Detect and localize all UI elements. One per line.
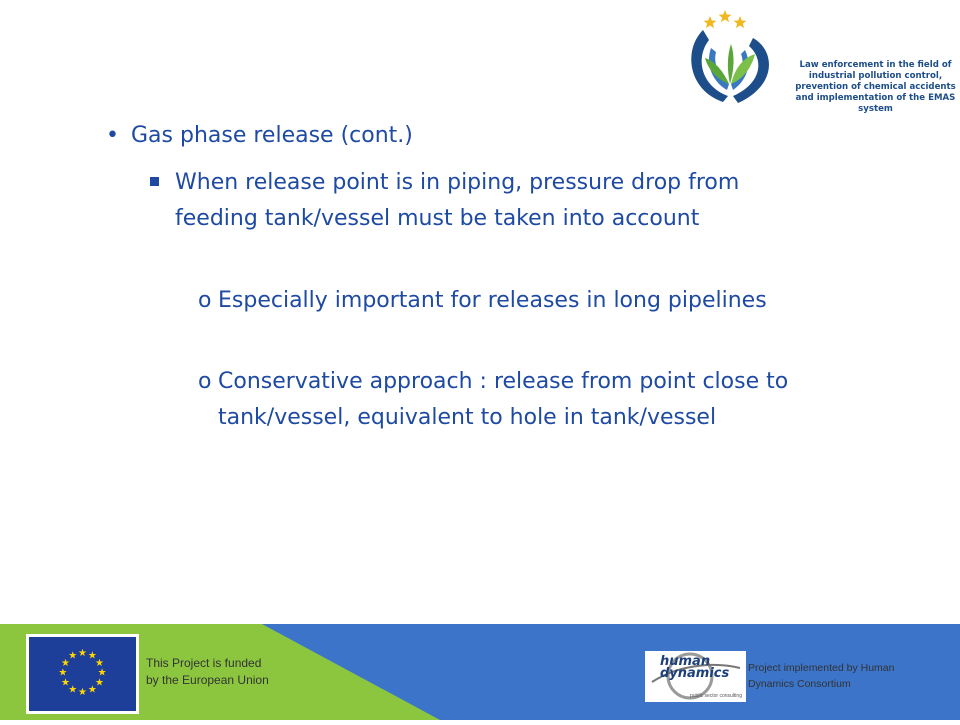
- hd-logo-word: dynamics: [660, 666, 730, 681]
- logo-caption-line: prevention of chemical accidents: [795, 82, 956, 92]
- logo-caption-line: industrial pollution control,: [808, 71, 943, 81]
- hd-logo-wordmark: [660, 656, 729, 680]
- o-bullet-icon: o: [198, 288, 212, 313]
- svg-text:★: ★: [87, 684, 97, 696]
- implemented-by-text: [748, 660, 894, 692]
- logo-caption-line: Law enforcement in the field of: [799, 60, 952, 70]
- hd-logo-tagline: public sector consulting: [690, 693, 742, 699]
- svg-text:★: ★: [95, 677, 104, 689]
- svg-text:★: ★: [78, 687, 87, 699]
- svg-text:★: ★: [97, 667, 107, 679]
- project-logo: [683, 10, 956, 114]
- svg-text:★: ★: [95, 657, 104, 669]
- bullet-dot-icon: •: [106, 123, 119, 148]
- implemented-line: Dynamics Consortium: [748, 678, 851, 690]
- svg-text:★: ★: [61, 677, 70, 689]
- svg-text:★: ★: [68, 684, 78, 696]
- implemented-line: Project implemented by Human: [748, 662, 895, 674]
- logo-caption-line: and implementation of the EMAS system: [795, 93, 956, 114]
- svg-text:★: ★: [68, 650, 78, 662]
- o-bullet-icon: o: [198, 369, 212, 394]
- hd-logo-word: human: [660, 654, 711, 669]
- svg-text:★: ★: [78, 648, 87, 659]
- funded-line: This Project is funded: [146, 656, 262, 670]
- svg-text:★: ★: [61, 657, 70, 669]
- eu-flag-icon: [26, 634, 139, 714]
- square-bullet-icon: [150, 177, 159, 186]
- svg-text:★: ★: [58, 667, 68, 679]
- svg-text:★: ★: [87, 650, 97, 662]
- funded-by-eu-text: [146, 655, 269, 689]
- level2-text: When release point is in piping, pressure drop from feeding tank/vessel must be taken into account: [175, 170, 740, 231]
- logo-stars: [704, 10, 747, 28]
- level1-text: Gas phase release (cont.): [131, 123, 413, 148]
- logo-caption: [793, 60, 958, 115]
- level3-text: Especially important for releases in long pipelines: [218, 288, 767, 313]
- level3-text: Conservative approach : release from point close to tank/vessel, equivalent to hole in tank/vessel: [218, 369, 789, 430]
- hands-plant-icon: [683, 10, 793, 110]
- funded-line: by the European Union: [146, 673, 269, 687]
